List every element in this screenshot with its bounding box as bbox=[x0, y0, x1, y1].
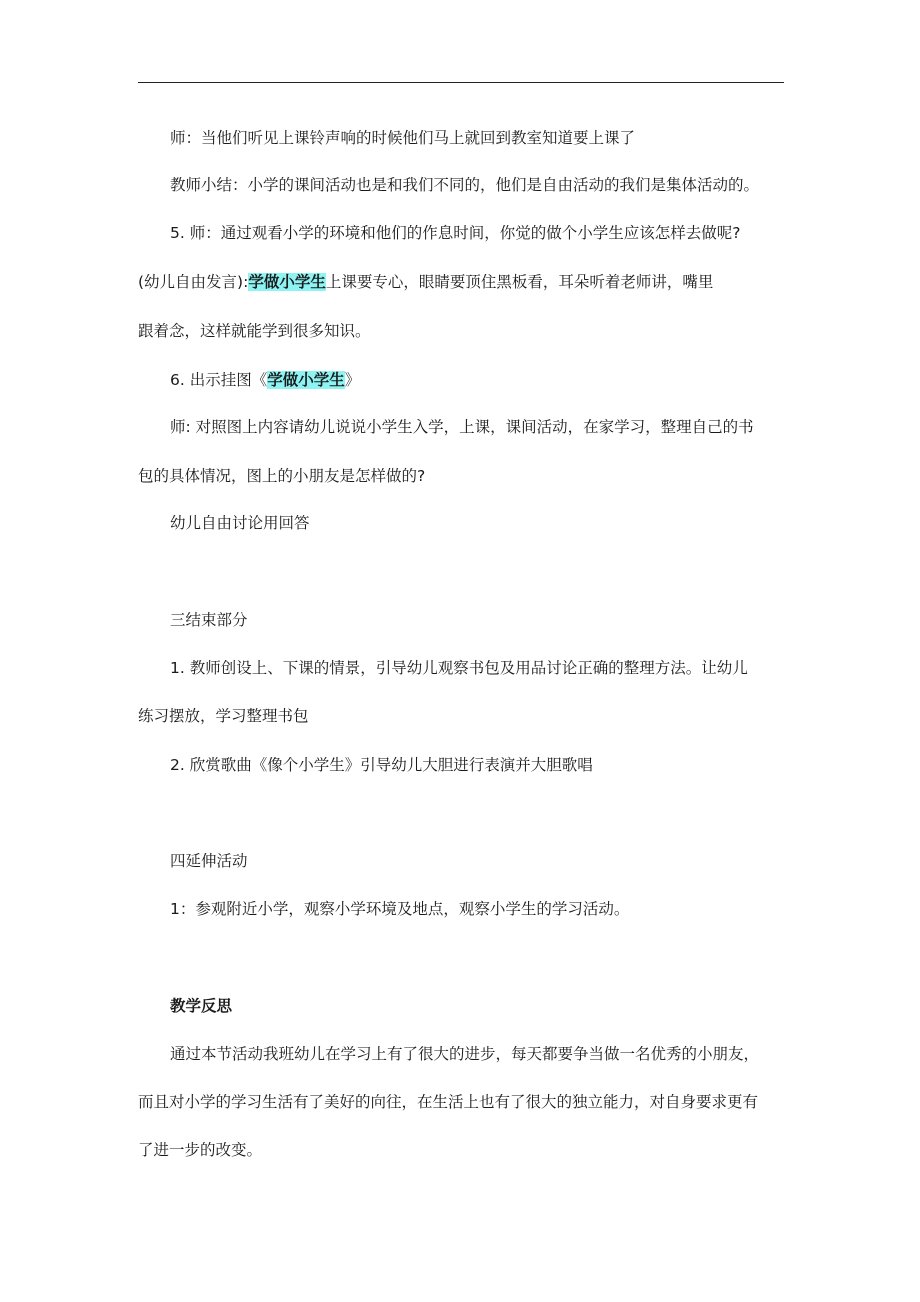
paragraph-line: 幼儿自由讨论用回答 bbox=[170, 514, 310, 532]
section-heading: 四延伸活动 bbox=[170, 852, 248, 870]
highlighted-text: 学做小学生 bbox=[248, 273, 326, 291]
paragraph-line bbox=[138, 271, 798, 293]
paragraph-line: 师: 对照图上内容请幼儿说说小学生入学，上课，课间活动，在家学习，整理自己的书 bbox=[170, 418, 754, 436]
text-run: 6. 出示挂图《 bbox=[170, 371, 268, 389]
paragraph-line: 1：参观附近小学，观察小学环境及地点，观察小学生的学习活动。 bbox=[170, 900, 630, 918]
paragraph-line: 而且对小学的学习生活有了美好的向往，在生活上也有了很大的独立能力，对自身要求更有 bbox=[138, 1093, 759, 1111]
text-run: 》 bbox=[344, 371, 361, 389]
section-heading: 三结束部分 bbox=[170, 611, 248, 629]
text-run: 上课要专心，眼睛要顶住黑板看，耳朵听着老师讲，嘴里 bbox=[325, 273, 714, 291]
highlighted-text: 学做小学生 bbox=[267, 371, 345, 389]
paragraph-line: 通过本节活动我班幼儿在学习上有了很大的进步，每天都要争当做一名优秀的小朋友， bbox=[170, 1045, 760, 1063]
paragraph-line: 教师小结：小学的课间活动也是和我们不同的，他们是自由活动的我们是集体活动的。 bbox=[170, 176, 760, 194]
text-run: (幼儿自由发言): bbox=[138, 273, 249, 291]
paragraph-line: 练习摆放，学习整理书包 bbox=[138, 707, 309, 725]
paragraph-line: 2. 欣赏歌曲《像个小学生》引导幼儿大胆进行表演并大胆歌唱 bbox=[170, 756, 593, 774]
paragraph-line bbox=[170, 369, 830, 391]
paragraph-line: 师：当他们听见上课铃声响的时候他们马上就回到教室知道要上课了 bbox=[170, 129, 636, 147]
reflection-heading: 教学反思 bbox=[170, 997, 233, 1015]
header-rule bbox=[138, 82, 784, 83]
paragraph-line: 包的具体情况，图上的小朋友是怎样做的? bbox=[138, 467, 426, 485]
paragraph-line: 跟着念，这样就能学到很多知识。 bbox=[138, 322, 371, 340]
paragraph-line: 5. 师：通过观看小学的环境和他们的作息时间，你觉的做个小学生应该怎样去做呢? bbox=[170, 224, 741, 242]
paragraph-line: 了进一步的改变。 bbox=[138, 1141, 263, 1159]
paragraph-line: 1. 教师创设上、下课的情景，引导幼儿观察书包及用品讨论正确的整理方法。让幼儿 bbox=[170, 659, 748, 677]
